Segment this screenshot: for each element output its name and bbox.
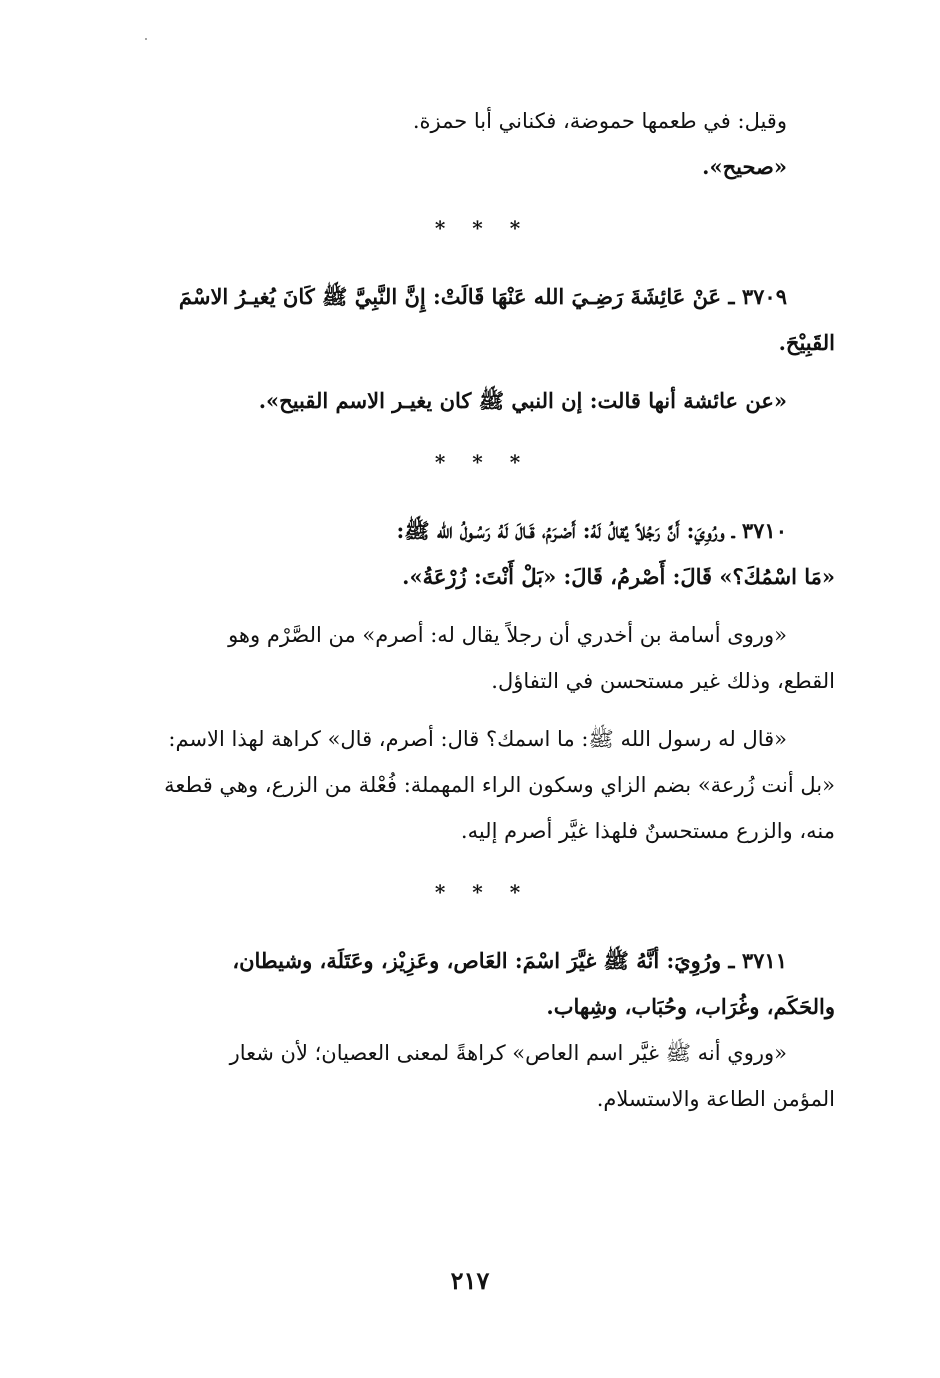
commentary-3710-line-1: «وروى أسامة بن أخدري أن رجلاً يقال له: أصرم» من الصَّرْم وهو [228, 623, 787, 647]
page-body [130, 98, 835, 1122]
section-separator: * * * [434, 450, 531, 474]
section-separator: * * * [434, 880, 531, 904]
commentary-3710-line-4: «بل أنت زُرعة» بضم الزاي وسكون الراء المهملة: فُعْلة من الزرع، وهي قطعة [164, 773, 835, 797]
hadith-3711-line-2: والحَكَم، وغُرَاب، وحُبَاب، وشِهاب. [546, 994, 835, 1019]
page-number: ٢١٧ [450, 1266, 490, 1295]
hadith-3711-line-1: ٣٧١١ ـ ورُوِيَ: أنَّهُ ﷺ غيَّرَ اسْمَ: العَاص، وعَزِيْز، وعَتَلَة، وشيطان، [232, 948, 787, 973]
text-line: وقيل: في طعمها حموضة، فكناني أبا حمزة. [412, 109, 787, 133]
commentary-3711-line-1: «وروي أنه ﷺ غيَّر اسم العاص» كراهةً لمعنى العصيان؛ لأن شعار [229, 1041, 787, 1065]
commentary-3710-line-5: منه، والزرع مستحسنٌ فلهذا غيَّر أصرم إليه. [460, 819, 835, 843]
scan-speck [145, 38, 147, 40]
commentary-3711-line-2: المؤمن الطاعة والاستسلام. [596, 1087, 835, 1111]
hadith-3709-line-2: القَبِيْحَ. [778, 330, 835, 355]
commentary-3710-line-2: القطع، وذلك غير مستحسن في التفاؤل. [491, 669, 835, 693]
commentary-3709: «عن عائشة أنها قالت: إن النبي ﷺ كان يغيـر الاسم القبيح». [258, 388, 787, 413]
hadith-3710-line-2: «مَا اسْمُكَ؟» قَالَ: أَصْرمُ، قَالَ: «بَلْ أَنْتَ: زُرْعَةُ». [402, 564, 835, 589]
hadith-3710-line-1: ٣٧١٠ ـ ورُوِيَ: أَنَّ رَجُلاً يُقالُ لَهُ: أَصْـرَمُ، قَـالَ لَهُ رَسُـولُ الله ﷺ: [396, 518, 787, 543]
hadith-3709-line-1: ٣٧٠٩ ـ عَنْ عَائِشَةَ رَضِـيَ الله عَنْهَا قَالَتْ: إِنَّ النَّبِيَّ ﷺ كَانَ يُغيـرُ الاسْمَ [178, 284, 787, 309]
grade-line: «صحيح». [702, 154, 787, 179]
commentary-3710-line-3: «قال له رسول الله ﷺ: ما اسمك؟ قال: أصرم، قال» كراهة لهذا الاسم: [168, 727, 787, 751]
section-separator: * * * [434, 216, 531, 240]
